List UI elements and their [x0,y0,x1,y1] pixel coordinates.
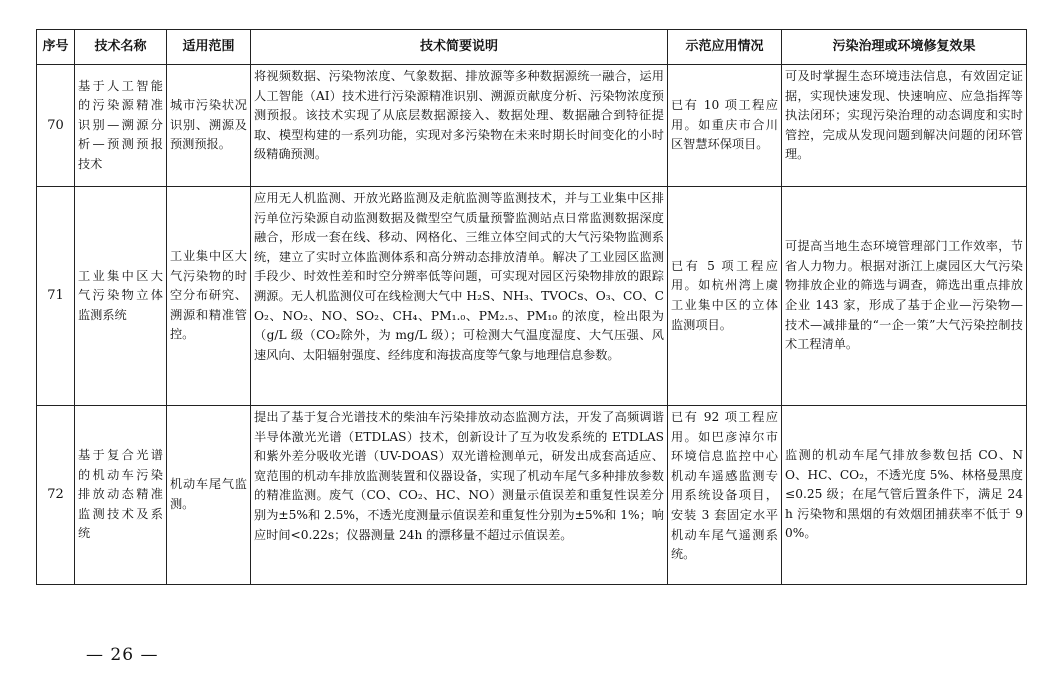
technology-description: 提出了基于复合光谱技术的柴油车污染排放动态监测方法，开发了高频调谐半导体激光光谱（ETDLAS）技术，创新设计了互为收发系统的 ETDLAS 和紫外差分吸收光谱（UV-DOAS）双光谱检测单元，研发出成套高适应、宽范围的机动车排放监测装置和仪器设备，实现了机动车尾气多种排放参数的精准监测。废气（CO、CO₂、HC、NO）测量示值误差和重复性误差分别为±5%和 2.5%，不透光度测量示值误差和重复性分别为±5%和 1%；响应时间<0.22s；仪器测量 24h 的漂移量不超过示值误差。 [251,406,668,585]
table-row [37,406,1027,585]
application-scope: 工业集中区大气污染物的时空分布研究、溯源和精准管控。 [167,187,251,406]
table-row [37,65,1027,187]
row-number: 71 [37,187,75,406]
treatment-effect: 可提高当地生态环境管理部门工作效率，节省人力物力。根据对浙江上虞园区大气污染物排放企业的筛选与调查，筛选出重点排放企业 143 家，形成了基于企业—污染物—技术—减排量的“一企一策”大气污染控制技术工程清单。 [782,187,1027,406]
treatment-effect: 可及时掌握生态环境违法信息，有效固定证据，实现快速发现、快速响应、应急指挥等执法闭环；实现污染治理的动态调度和实时管控，完成从发现问题到解决问题的闭环管理。 [782,65,1027,187]
header-description: 技术简要说明 [251,30,668,65]
technology-description: 应用无人机监测、开放光路监测及走航监测等监测技术，并与工业集中区排污单位污染源自动监测数据及微型空气质量预警监测站点日常监测数据深度融合，形成一套在线、移动、网格化、三维立体空间式的大气污染物监测系统，建立了实时立体监测体系和高分辨动态排放清单。解决了工业园区监测手段少、时效性差和时空分辨率低等问题，可实现对园区污染物排放的跟踪溯源。无人机监测仪可在线检测大气中 H₂S、NH₃、TVOCs、O₃、CO、CO₂、NO₂、NO、SO₂、CH₄、PM₁.₀、PM₂.₅、PM₁₀ 的浓度，检出限为（g/L 级（CO₂除外，为 mg/L 级）；可检测大气温度湿度、大气压强、风速风向、太阳辐射强度、经纬度和海拔高度等气象与地理信息参数。 [251,187,668,406]
row-number: 72 [37,406,75,585]
technology-name: 工业集中区大气污染物立体监测系统 [75,187,167,406]
row-number: 70 [37,65,75,187]
header-scope: 适用范围 [167,30,251,65]
table-header-row [37,30,1027,65]
demonstration-application: 已有 92 项工程应用。如巴彦淖尔市环境信息监控中心机动车遥感监测专用系统设备项目，安装 3 套固定水平机动车尾气遥测系统。 [668,406,782,585]
technology-name: 基于复合光谱的机动车污染排放动态精准监测技术及系统 [75,406,167,585]
treatment-effect: 监测的机动车尾气排放参数包括 CO、NO、HC、CO₂，不透光度 5%、林格曼黑度≤0.25 级；在尾气管后置条件下，满足 24h 污染物和黑烟的有效烟团捕获率不低于 90%。 [782,406,1027,585]
technology-table [36,29,1027,585]
header-effect: 污染治理或环境修复效果 [782,30,1027,65]
header-name: 技术名称 [75,30,167,65]
technology-description: 将视频数据、污染物浓度、气象数据、排放源等多种数据源统一融合，运用人工智能（AI）技术进行污染源精准识别、溯源贡献度分析、污染物浓度预测预报。该技术实现了从底层数据源接入、数据处理、数据融合到特征提取、模型构建的一系列功能，实现对多污染物在未来时期长时间变化的小时级精确预测。 [251,65,668,187]
page-number: — 26 — [86,645,159,665]
application-scope: 机动车尾气监测。 [167,406,251,585]
technology-name: 基于人工智能的污染源精准识别—溯源分析—预测预报技术 [75,65,167,187]
demonstration-application: 已有 5 项工程应用。如杭州湾上虞工业集中区的立体监测项目。 [668,187,782,406]
application-scope: 城市污染状况识别、溯源及预测预报。 [167,65,251,187]
header-application: 示范应用情况 [668,30,782,65]
header-no: 序号 [37,30,75,65]
demonstration-application: 已有 10 项工程应用。如重庆市合川区智慧环保项目。 [668,65,782,187]
table-row [37,187,1027,406]
